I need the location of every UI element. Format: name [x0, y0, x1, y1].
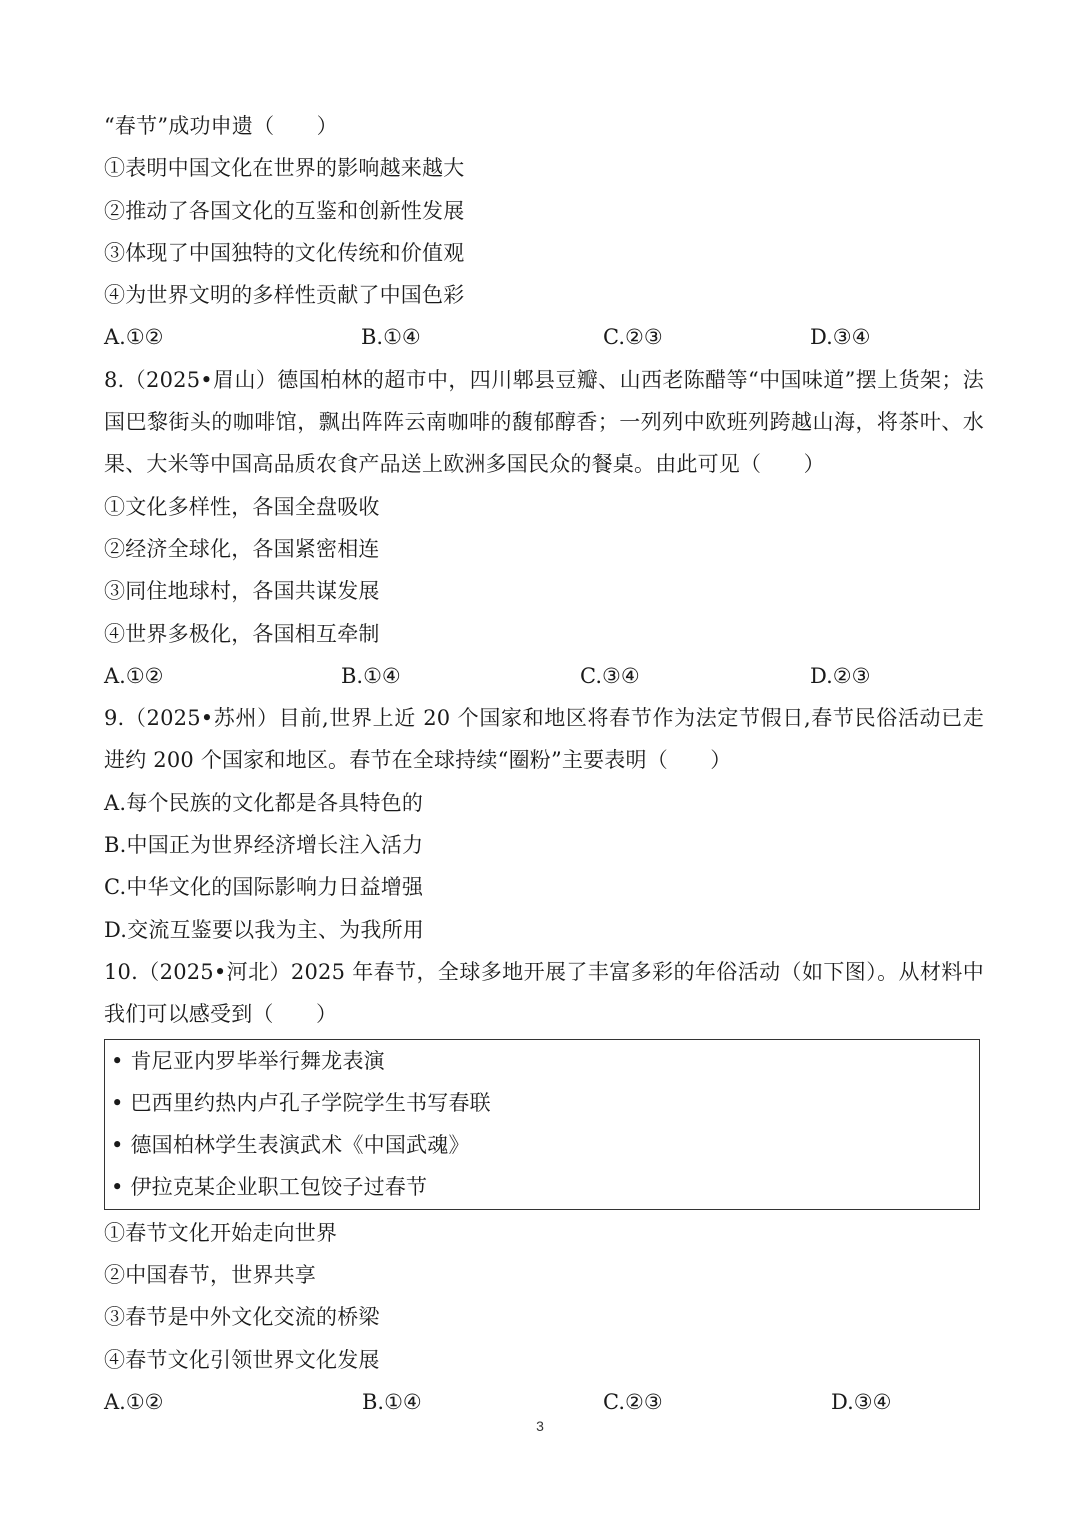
- q9-choice-d: D.交流互鉴要以我为主、为我所用: [104, 917, 424, 942]
- q10-box-item-4: • 伊拉克某企业职工包饺子过春节: [111, 1175, 428, 1200]
- q10-option-a: A.①②: [104, 1389, 164, 1414]
- q10-statement-1: ①春节文化开始走向世界: [104, 1220, 338, 1245]
- q9-choice-a: A.每个民族的文化都是各具特色的: [104, 790, 424, 815]
- q8-stem: 8.（2025•眉山）德国柏林的超市中，四川郫县豆瓣、山西老陈醋等“中国味道”摆上货架；法国巴黎街头的咖啡馆，飘出阵阵云南咖啡的馥郁醇香；一列列中欧班列跨越山海，将茶叶、水果、大米等中国高品质农食产品送上欧洲多国民众的餐桌。由此可见（ ）: [104, 367, 984, 477]
- q8-option-a: A.①②: [104, 663, 164, 688]
- q7-option-c: C.②③: [603, 325, 663, 350]
- q10-box-item-1: • 肯尼亚内罗毕举行舞龙表演: [111, 1048, 385, 1073]
- q10-options: [104, 1381, 984, 1423]
- q10-box-item-2: • 巴西里约热内卢孔子学院学生书写春联: [111, 1090, 491, 1115]
- q8-statement-1: ①文化多样性，各国全盘吸收: [104, 494, 380, 519]
- q10-statement-2: ②中国春节，世界共享: [104, 1263, 316, 1288]
- q7-options: [104, 316, 984, 358]
- q9-stem: 9.（2025•苏州）目前,世界上近 20 个国家和地区将春节作为法定节假日,春节民俗活动已走进约 200 个国家和地区。春节在全球持续“圈粉”主要表明（ ）: [104, 706, 984, 773]
- q10-option-b: B.①④: [362, 1389, 422, 1414]
- q10-option-c: C.②③: [603, 1389, 663, 1414]
- q7-statement-2: ②推动了各国文化的互鉴和创新性发展: [104, 198, 465, 223]
- q10-statement-3: ③春节是中外文化交流的桥梁: [104, 1305, 380, 1330]
- q10-option-d: D.③④: [831, 1389, 892, 1414]
- q8-statement-2: ②经济全球化，各国紧密相连: [104, 536, 380, 561]
- q7-option-a: A.①②: [104, 325, 164, 350]
- q8-statement-4: ④世界多极化，各国相互牵制: [104, 621, 380, 646]
- q10-stem: 10.（2025•河北）2025 年春节，全球多地开展了丰富多彩的年俗活动（如下图）。从材料中我们可以感受到（ ）: [104, 959, 984, 1027]
- page-number: 3: [536, 1418, 544, 1434]
- q8-options: [104, 655, 984, 697]
- exam-page: [104, 105, 984, 1423]
- q8-statement-3: ③同住地球村，各国共谋发展: [104, 579, 380, 604]
- q7-stem: “春节”成功申遗（ ）: [104, 114, 338, 138]
- q7-statement-1: ①表明中国文化在世界的影响越来越大: [104, 156, 465, 181]
- q10-material-box: [104, 1039, 980, 1210]
- q8-option-c: C.③④: [580, 663, 640, 688]
- q8-option-b: B.①④: [341, 663, 401, 688]
- q9-choice-b: B.中国正为世界经济增长注入活力: [104, 833, 424, 858]
- q9-choice-c: C.中华文化的国际影响力日益增强: [104, 875, 424, 900]
- q7-option-d: D.③④: [810, 325, 871, 350]
- q7-option-b: B.①④: [361, 325, 421, 350]
- q10-statement-4: ④春节文化引领世界文化发展: [104, 1347, 380, 1372]
- q8-option-d: D.②③: [810, 663, 871, 688]
- q7-statement-4: ④为世界文明的多样性贡献了中国色彩: [104, 283, 465, 308]
- q7-statement-3: ③体现了中国独特的文化传统和价值观: [104, 240, 465, 265]
- q10-box-item-3: • 德国柏林学生表演武术《中国武魂》: [111, 1133, 470, 1158]
